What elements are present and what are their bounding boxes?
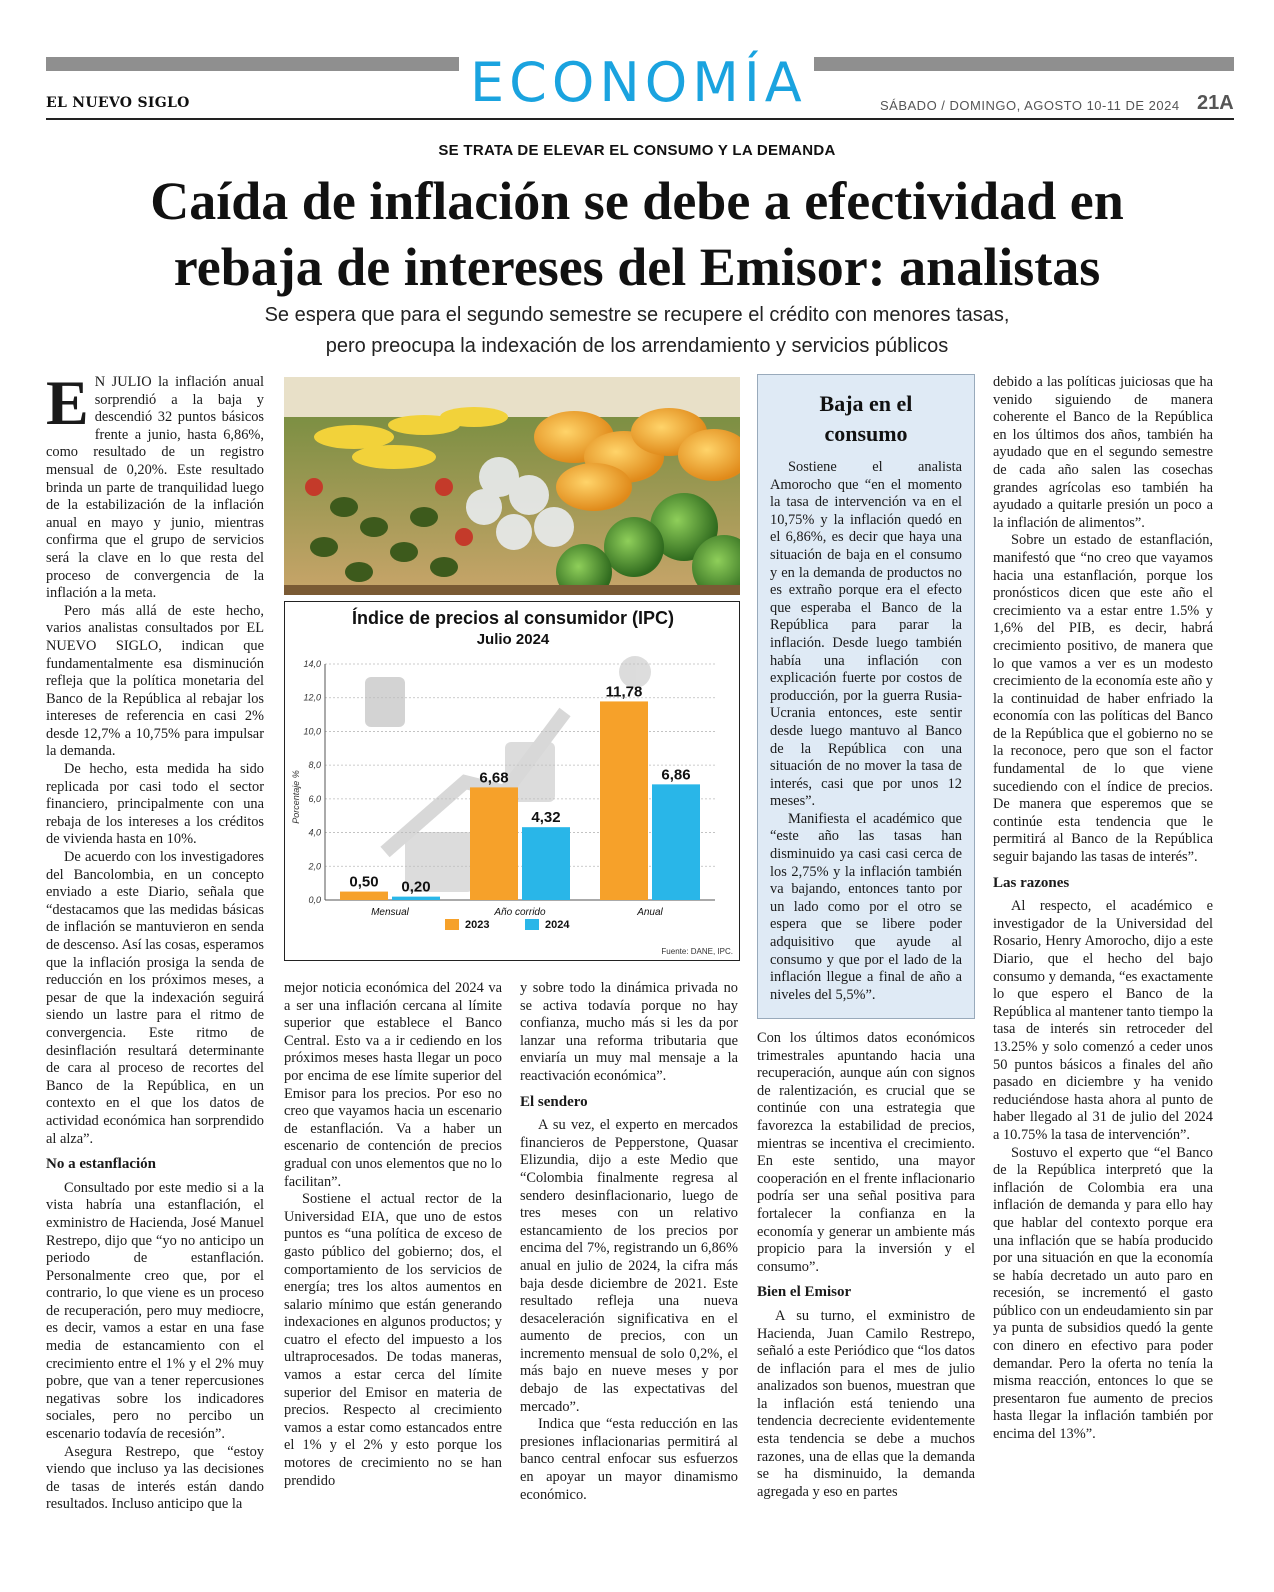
paragraph: A su vez, el experto en mercados financieros de Pepperstone, Quasar Elizundia, dijo a este Medio que “Colombia finalmente regresa al sendero desinflacionario, luego de tres meses con un relativo estancamiento de los precios por encima del 7%, registrando un 6,86% anual en julio de 2024, la cifra más baja desde diciembre de 2021. Este resultado refleja una nueva desaceleración significativa en el aumento de precios, con un incremento mensual de solo 0,2%, el más bajo en nueve meses y por debajo de las expectativas del mercado”. <box>520 1117 738 1415</box>
bar-2023-anual <box>600 701 648 900</box>
data-label: 6,86 <box>661 766 691 784</box>
subhead: No a estanflación <box>46 1156 156 1173</box>
chart-source: Fuente: DANE, IPC. <box>661 947 733 956</box>
x-tick-label: Año corrido <box>494 907 546 918</box>
paragraph: mejor noticia económica del 2024 va a ser una inflación cercana al límite superior que establece el Banco Central. Esto va a ir cediendo en los próximos meses hasta llegar un poco por encima de ese límite superior del Emisor para los precios. Por eso no creo que vayamos hacia un escenario de estanflación. Va a haber un escenario de contención de precios gradual con unos elementos que no lo facilitan”. <box>284 980 502 1190</box>
y-tick-label: 10,0 <box>303 726 321 737</box>
newspaper-brand: EL NUEVO SIGLO <box>46 95 190 111</box>
headline-line-1: Caída de inflación se debe a efectividad en <box>150 171 1124 231</box>
subhead: Bien el Emisor <box>757 1284 852 1301</box>
y-tick-label: 6,0 <box>308 793 321 804</box>
subhead: Las razones <box>993 874 1070 891</box>
column-4 <box>757 1030 975 1501</box>
masthead-rule <box>46 118 1234 120</box>
cpi-chart-svg <box>285 602 741 962</box>
data-label: 6,68 <box>479 769 509 787</box>
paragraph: Sostuvo el experto que “el Banco de la República interpretó que la inflación de Colombia era una inflación de demanda y para ello hay que hablar del contexto porque era una inflación que se había producido por una situación en que la economía se había decretado un auto paro en recesión, se incrementó el gasto público con un endeudamiento sin par ya punta de subsidios quedó la gente con dinero en efectivo para poder demandar. Pero la oferta no tenía la misma reacción, entonces lo que se presentaron fue aumento de precios hasta llegar la inflación también por encima del 13%”. <box>993 1144 1213 1443</box>
paragraph: Sostiene el analista Amorocho que “en el momento la tasa de intervención va en el 10,75% y la inflación quedó en el 6,86%, es decir que haya una situación de baja en el consumo y en la demanda de productos no es extraño porque era el efecto que esperaba el Banco de la República para parar la inflación. Desde luego también había una inflación con explicación fuerte por costos de producción, por la guerra Rusia-Ucrania entonces, este sentir desde luego mantuvo al Banco de la República con una situación de no mover la tasa de interés, casi que por unos 12 meses”. <box>770 459 962 810</box>
paragraph: debido a las políticas juiciosas que ha venido siguiendo de manera coherente el Banco de la República en los últimos dos años, también ha ayudado que en el segundo semestre de cada año salen las cosechas grandes agrícolas eso también ha ayudado a quitarle presión un poco a la inflación de alimentos”. <box>993 374 1213 531</box>
y-tick-label: 2,0 <box>308 861 321 872</box>
paragraph: De acuerdo con los investigadores del Bancolombia, en un concepto enviado a este Diario, señala que “destacamos que las medidas básicas de inflación se mantuvieron en senda de descenso. Así las cosas, esperamos que la inflación prosiga la senda de reducción en los próximos meses, a pesar de que la indexación seguirá siendo un lastre para el ritmo de convergencia. Este ritmo de desinflación resultará determinante de cara al proceso de recortes del Banco de la República, en un contexto en el que los datos de actividad económica han sorprendido al alza”. <box>46 849 264 1147</box>
y-tick-label: 0,0 <box>308 895 321 905</box>
masthead-bar-left <box>46 57 459 71</box>
data-label: 11,78 <box>605 683 643 701</box>
paragraph: Consultado por este medio si a la vista habría una estanflación, el exministro de Hacienda, José Manuel Restrepo, dijo que “yo no anticipo un periodo de estanflación. Personalmente creo que, por el contrario, lo que viene es un proceso de recuperación, pero muy mediocre, es decir, vamos a estar en una fase media de estancamiento con el crecimiento entre el 1% y el 2% muy pobre, que van a tener repercusiones negativas sobre los indicadores sociales, pero no percibo un escenario todavía de recesión”. <box>46 1179 264 1443</box>
data-label: 0,50 <box>349 873 379 891</box>
chart-subtitle: Julio 2024 <box>476 631 550 648</box>
paragraph: Asegura Restrepo, que “estoy viendo que incluso ya las decisiones de tasas de interés están dando resultados. Incluso anticipo que la <box>46 1443 264 1513</box>
headline-line-2: rebaja de intereses del Emisor: analistas <box>173 237 1101 297</box>
column-1 <box>46 367 264 1514</box>
drop-cap: E <box>46 367 89 438</box>
deck-line-2: pero preocupa la indexación de los arrendamiento y servicios públicos <box>325 335 949 357</box>
deck <box>120 300 1154 362</box>
masthead-bar-right <box>814 57 1234 71</box>
y-tick-label: 8,0 <box>308 760 321 771</box>
legend-swatch <box>445 919 459 930</box>
market-produce-photo <box>284 377 740 595</box>
sidebar-text <box>758 459 974 1004</box>
legend-label: 2023 <box>465 919 490 931</box>
y-tick-label: 4,0 <box>308 827 321 838</box>
column-5 <box>993 374 1213 1444</box>
paragraph: Manifiesta el académico que “este año las tasas han disminuido ya casi casi cerca de los 2,75% y la inflación también va bajando, entonces tanto por un lado como por el otro se espera que se libere poder adquisitivo que ayude al consumo y que por el lado de la inflación llegue a final de año a niveles del 5,5%”. <box>770 810 962 1003</box>
y-tick-label: 14,0 <box>303 659 321 669</box>
x-tick-label: Mensual <box>371 907 409 918</box>
paragraph: Sobre un estado de estanflación, manifestó que “no creo que vayamos hacia una estanflación, porque los pronósticos dicen que este año el crecimiento va a estar entre 1.5% y 1,6% del PIB, es decir, habrá crecimiento positivo, de manera que lo que vamos a ver es un modesto crecimiento de la economía este año y la continuidad de haber enfriado la economía con las políticas del Banco de la República que el gobierno no se la reconoce, pero que son el factor fundamental de lo que viene sucediendo con el índice de precios. De manera que esperemos que se continúe esta tendencia que le permitirá al Banco de la República seguir bajando las tasas de interés”. <box>993 532 1213 866</box>
data-label: 0,20 <box>401 878 431 896</box>
paragraph: A su turno, el exministro de Hacienda, Juan Camilo Restrepo, señaló a este Periódico que “los datos de inflación para el mes de julio analizados son buenos, muestran que la inflación está teniendo una tendencia decreciente evidentemente esta tendencia se debe a muchos razones, una de ellas que la demanda se ha disminuido, la demanda agregada y eso en partes <box>757 1307 975 1500</box>
bar-2024-mensual <box>392 897 440 900</box>
x-tick-label: Anual <box>637 907 663 918</box>
legend-swatch <box>525 919 539 930</box>
bar-2024-anual <box>652 784 700 900</box>
cpi-chart <box>284 601 740 961</box>
sidebar-title: Baja en el consumo <box>819 391 913 446</box>
paragraph: Con los últimos datos económicos trimestrales apuntando hacia una recuperación, aunque aún con signos de ralentización, es crucial que se continúe con una estrategia que favorezca la estabilidad de precios, mientras se incentiva el crecimiento. En este sentido, una mayor cooperación en el frente inflacionario podría ser una señal positiva para fortalecer la confianza en la economía y generar un ambiente más propicio para la inversión y el consumo”. <box>757 1030 975 1275</box>
page-number: 21A <box>1197 92 1234 114</box>
deck-line-1: Se espera que para el segundo semestre se recupere el crédito con menores tasas, <box>264 304 1010 326</box>
dateline: SÁBADO / DOMINGO, AGOSTO 10-11 DE 2024 <box>880 98 1180 113</box>
paragraph: Al respecto, el académico e investigador de la Universidad del Rosario, Henry Amorocho, dijo a este Diario, que el hecho del bajo consumo y demanda, “es exactamente lo que espero el Banco de la República al mantener tanto tiempo la tasa de interés sin retroceder del 13.25% y solo comenzó a ceder unos 50 puntos básicos a finales del año pasado en diciembre y ha venido reduciéndose hasta ahora al punto de haber llegado al 31 de julio del 2024 a 10.75% la tasa de intervención”. <box>993 898 1213 1143</box>
paragraph: De hecho, esta medida ha sido replicada por casi todo el sector financiero, principalmente con una rebaja de los intereses a los créditos de vivienda hasta en 10%. <box>46 761 264 848</box>
bar-2023-mensual <box>340 892 388 900</box>
subhead: El sendero <box>520 1093 588 1110</box>
data-label: 4,32 <box>531 809 561 827</box>
section-title: ECONOMÍA <box>470 51 807 114</box>
chart-title: Índice de precios al consumidor (IPC) <box>351 608 675 628</box>
kicker: SE TRATA DE ELEVAR EL CONSUMO Y LA DEMANDA <box>438 142 836 159</box>
column-3 <box>520 980 738 1504</box>
paragraph: Indica que “esta reducción en las presiones inflacionarias permitirá al banco central enfocar sus esfuerzos en apoyar un mayor dinamismo económico. <box>520 1416 738 1503</box>
sidebar-box <box>757 374 975 1019</box>
column-2 <box>284 980 502 1490</box>
headline <box>60 168 1214 300</box>
bar-2023-año-corrido <box>470 787 518 900</box>
y-tick-label: 12,0 <box>303 692 321 703</box>
legend-label: 2024 <box>545 919 570 931</box>
paragraph: Pero más allá de este hecho, varios analistas consultados por EL NUEVO SIGLO, indican que fundamentalmente esa disminución refleja que la política monetaria del Banco de la República al rebajar los intereses de referencia en casi 2% desde 12,7% a 10,75% para impulsar la demanda. <box>46 602 264 760</box>
paragraph: y sobre todo la dinámica privada no se activa todavía porque no hay confianza, mucho más si les da por lanzar una reforma tributaria que enviaría un muy mal mensaje a la reactivación económica”. <box>520 980 738 1084</box>
paragraph: Sostiene el actual rector de la Universidad EIA, que uno de estos puntos es “una política de exceso de gasto público del gobierno; dos, el comportamiento de los servicios de energía; tres los altos aumentos en salario mínimo que están generando indexaciones en algunos productos; y cuatro el efecto del impuesto a los ultraprocesados. De todas maneras, vamos a estar cerca del límite superior del Emisor en materia de precios. Respecto al crecimiento vamos a estar como estancados entre el 1% y el 2% y esto porque los motores de crecimiento no se han prendido <box>284 1191 502 1489</box>
chart-y-label: Porcentaje % <box>291 770 301 824</box>
bar-2024-año-corrido <box>522 827 570 900</box>
paragraph: E N JULIO la inflación anual sorprendió a la baja y descendió 32 puntos básicos frente a junio, hasta 6,86%, como resultado de un registro mensual de 0,20%. Este resultado brinda un parte de tranquilidad luego de la estabilización de la inflación anual en mayo y junio, mientras confirma que el grupo de servicios será la clave en lo que resta del proceso de convergencia de la inflación a la meta. <box>46 367 264 602</box>
